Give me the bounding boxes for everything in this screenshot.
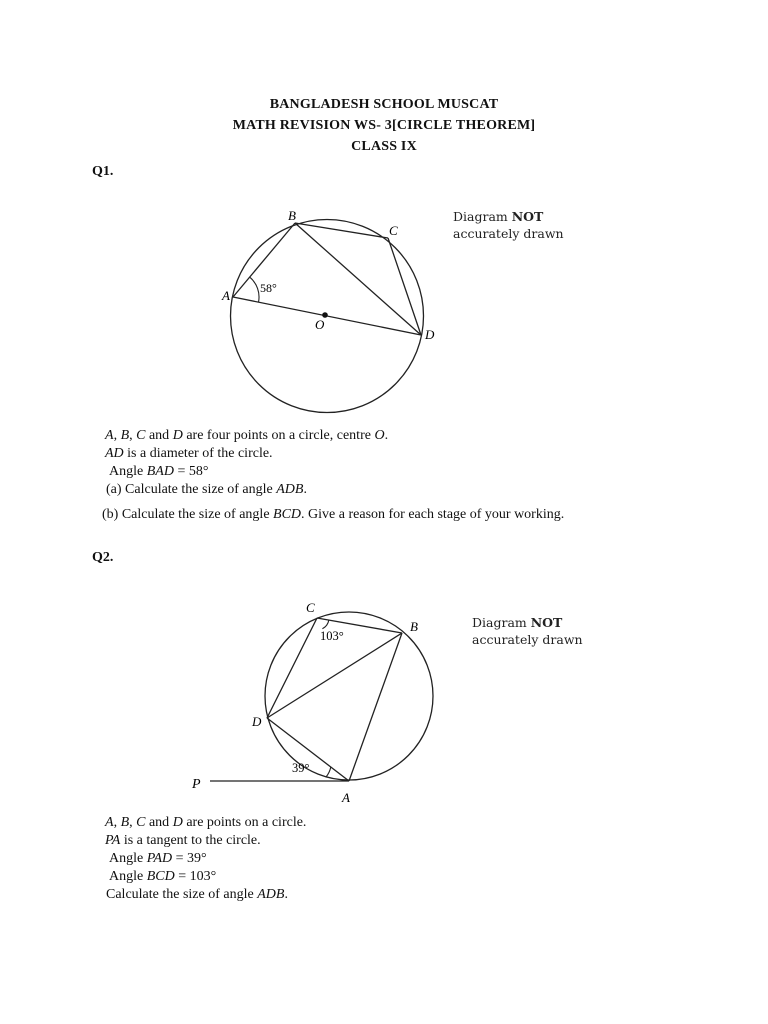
q1-label: Q1. [92, 164, 114, 179]
q2-label-c: C [306, 600, 315, 615]
q2-label: Q2. [92, 550, 114, 565]
q2-line-5: Calculate the size of angle ADB. [106, 887, 288, 902]
q1-label-c: C [389, 223, 398, 238]
q1-line-4: (a) Calculate the size of angle ADB. [106, 482, 307, 497]
q1-note-emph: NOT [511, 209, 544, 224]
school-name: BANGLADESH SCHOOL MUSCAT [269, 97, 499, 112]
q2-angle-arc-c [322, 620, 328, 629]
q1-line-3: Angle BAD = 58° [109, 464, 209, 479]
q2-note-emph: NOT [530, 615, 563, 630]
class-label: CLASS IX [351, 139, 417, 154]
q1-note-line2: accurately drawn [453, 226, 564, 241]
q2-label-p: P [192, 777, 201, 792]
q2-label-b: B [410, 619, 418, 634]
q2-note-prefix: Diagram [472, 615, 531, 630]
q2-line-3: Angle PAD = 39° [109, 851, 207, 866]
q1-label-a: A [222, 288, 230, 303]
q1-line-5: (b) Calculate the size of angle BCD. Give a reason for each stage of your working. [102, 507, 565, 522]
q1-angle-label: 58° [260, 281, 277, 295]
q2-text [105, 814, 306, 904]
q2-circle [265, 612, 433, 780]
q1-note-prefix: Diagram [453, 209, 512, 224]
q2-label-d: D [252, 714, 262, 729]
q2-angle-c-label: 103° [320, 629, 344, 643]
q2-line-2: PA is a tangent to the circle. [105, 833, 261, 848]
worksheet-title: MATH REVISION WS- 3[CIRCLE THEOREM] [232, 118, 536, 133]
q2-angle-arc-a [326, 767, 331, 777]
q1-label-b: B [288, 208, 296, 223]
q2-chord-ba [349, 633, 402, 781]
q1-label-o: O [315, 317, 325, 332]
q2-label-a: A [342, 790, 350, 805]
q2-angle-a-label: 39° [292, 761, 310, 775]
q1-label-d: D [425, 327, 435, 342]
q2-note-line2: accurately drawn [472, 632, 583, 647]
q2-line-4: Angle BCD = 103° [109, 869, 217, 884]
q2-diagram-note [472, 614, 583, 648]
q1-line-1: A, B, C and D are four points on a circle, centre O. [105, 428, 389, 443]
q2-chord-db [267, 633, 402, 718]
q2-line-1: A, B, C and D are points on a circle. [105, 815, 307, 830]
q1-line-2: AD is a diameter of the circle. [105, 446, 273, 461]
